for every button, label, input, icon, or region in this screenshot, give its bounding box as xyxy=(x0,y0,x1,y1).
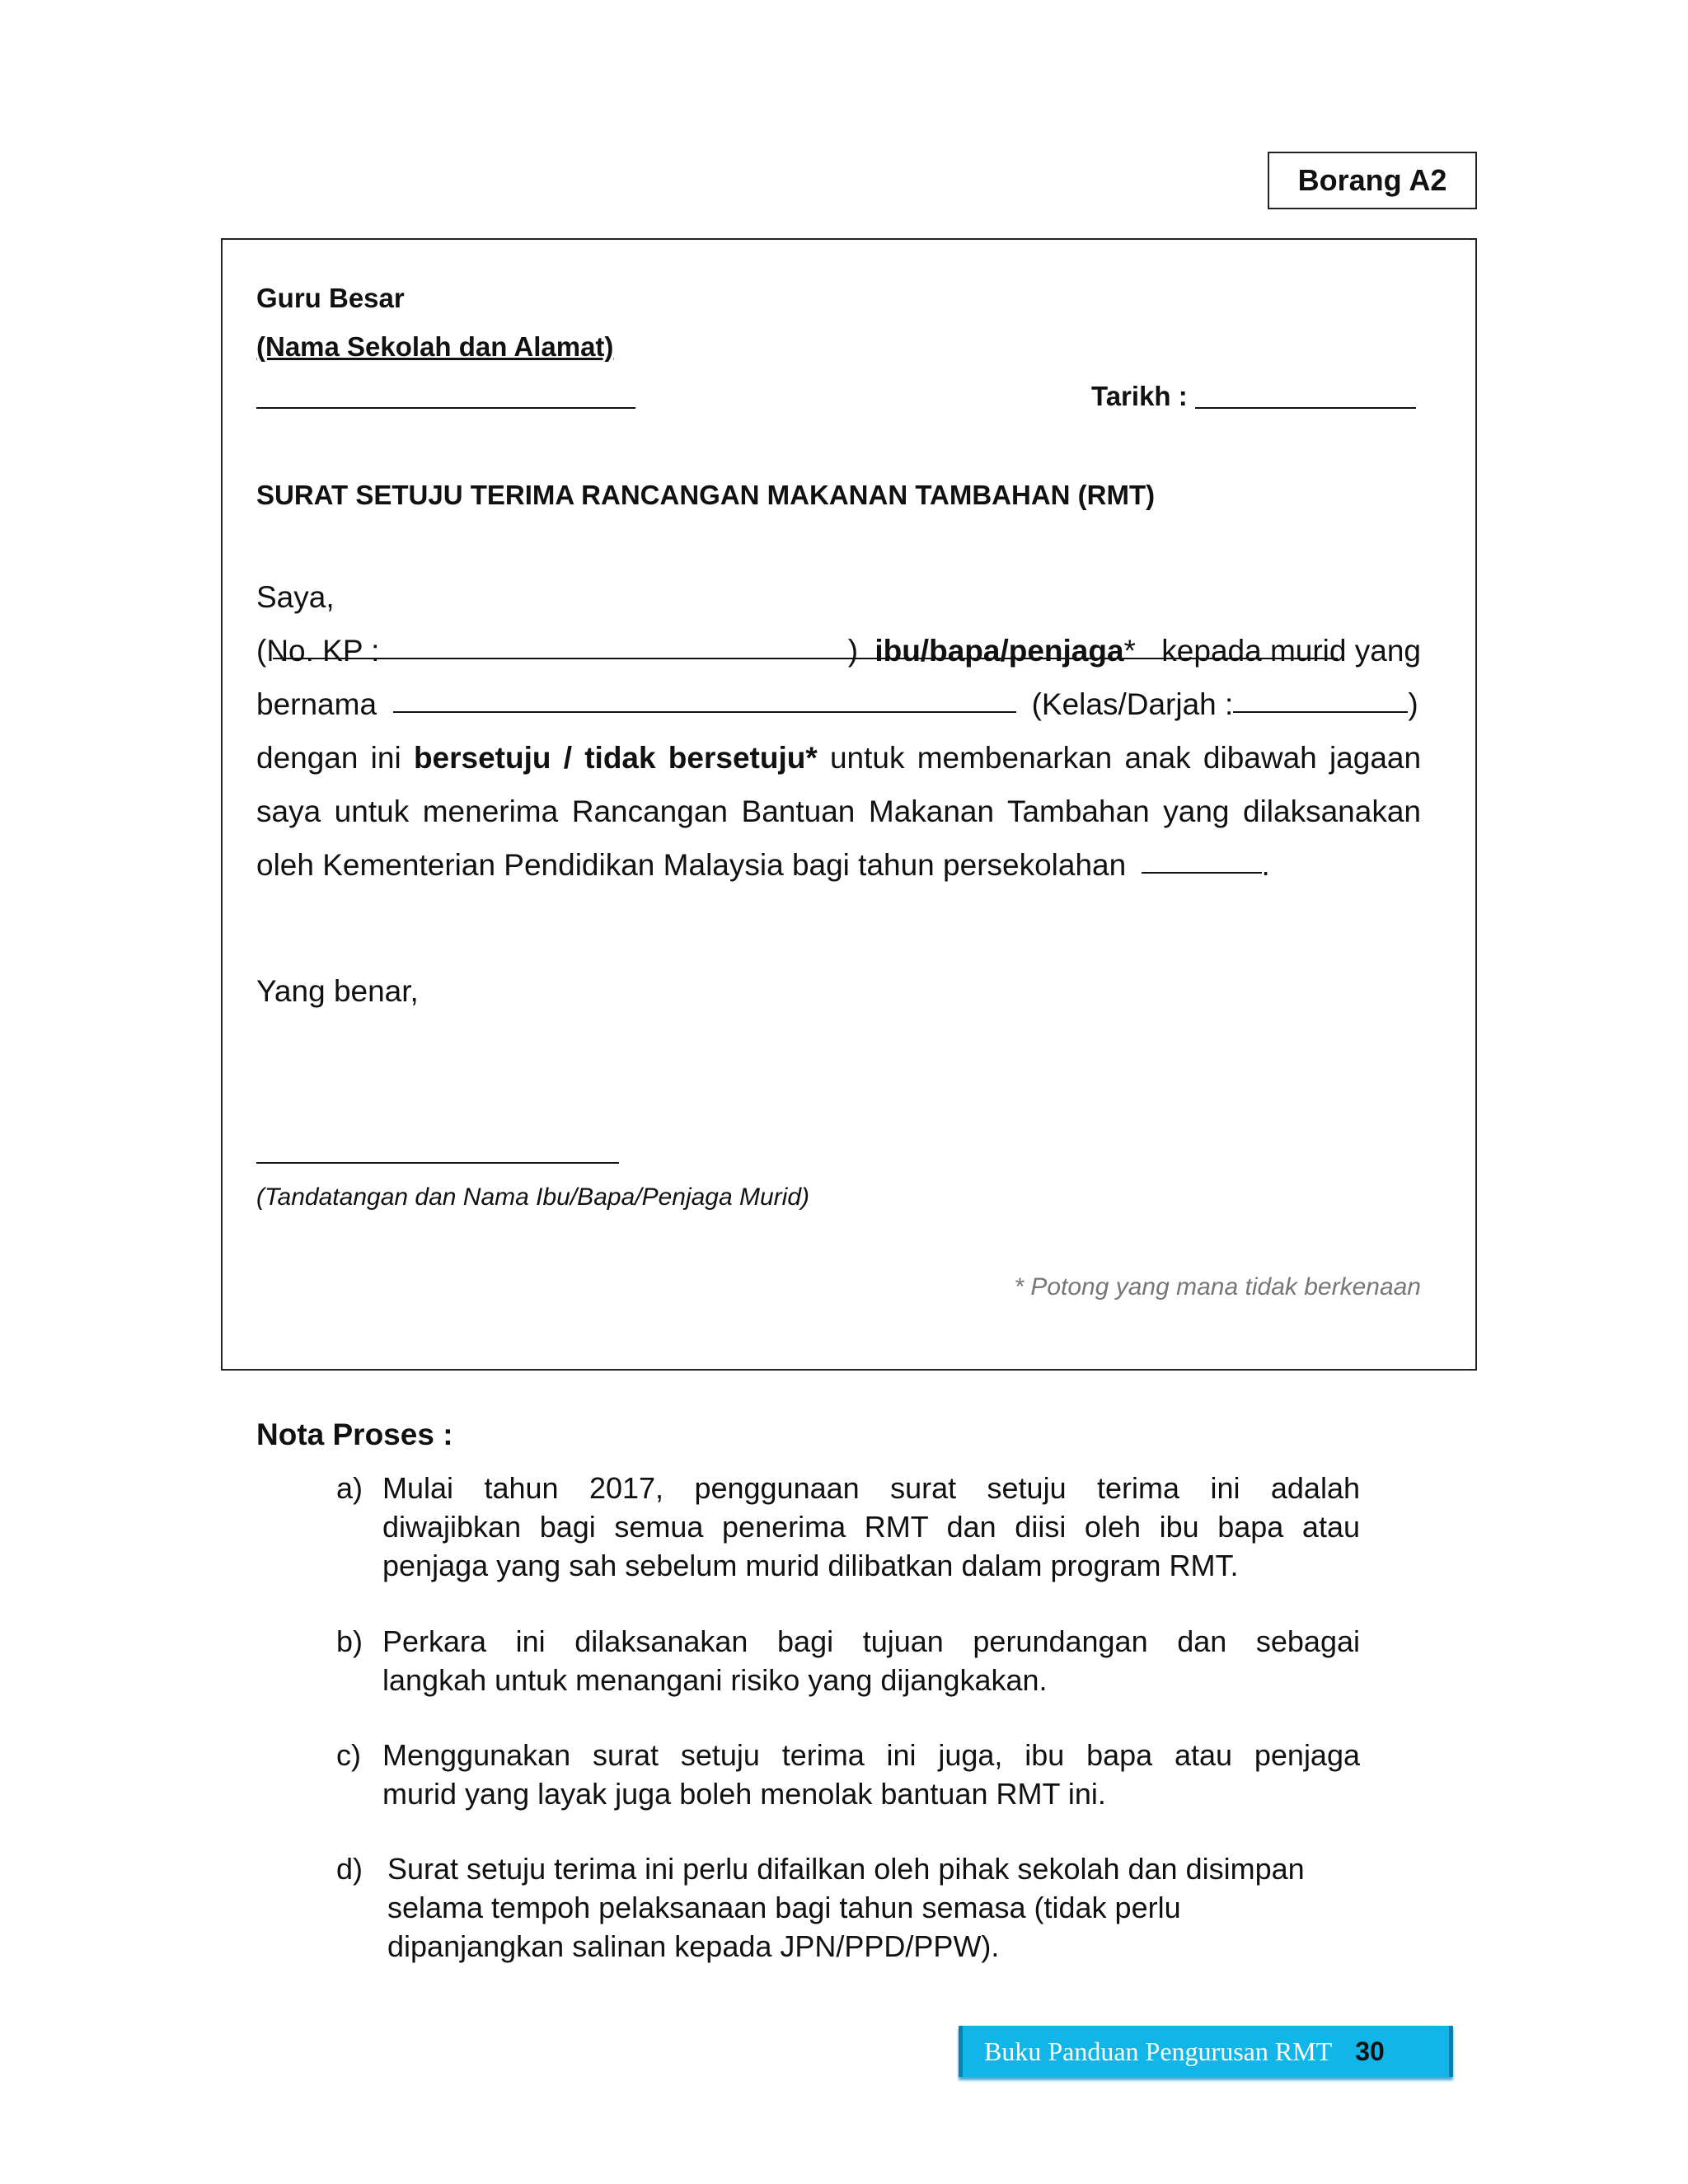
saya-label: Saya, xyxy=(256,580,335,614)
note-line: selama tempoh pelaksanaan bagi tahun semasa (tidak perlu xyxy=(387,1891,1181,1924)
consent-slash: / xyxy=(563,741,572,775)
note-line: penjaga yang sah sebelum murid dilibatkan dalam program RMT. xyxy=(382,1549,1239,1582)
consent-agree: bersetuju xyxy=(413,741,551,775)
note-item-a xyxy=(336,1469,1360,1592)
signature-line[interactable] xyxy=(256,1162,619,1164)
form-code-badge: Borang A2 xyxy=(1268,152,1477,209)
bernama-label: bernama xyxy=(256,687,377,721)
note-line: Surat setuju terima ini perlu difailkan oleh pihak sekolah dan disimpan xyxy=(387,1852,1305,1886)
body-line-no-kp xyxy=(256,624,1421,677)
letter-title: SURAT SETUJU TERIMA RANCANGAN MAKANAN TAMBAHAN (RMT) xyxy=(256,480,1156,510)
date-label: Tarikh : xyxy=(1091,381,1188,411)
page-number: 30 xyxy=(1355,2036,1385,2066)
note-line: dipanjangkan salinan kepada JPN/PPD/PPW). xyxy=(387,1929,1000,1963)
note-line: diwajibkan bagi semua penerima RMT dan diisi oleh ibu bapa atau xyxy=(382,1510,1360,1544)
kelas-close: ) xyxy=(1408,687,1418,721)
consent-disagree: tidak bersetuju* xyxy=(584,741,818,775)
footnote: * Potong yang mana tidak berkenaan xyxy=(1014,1273,1421,1301)
body-line-bernama xyxy=(256,677,1421,731)
kelas-field[interactable] xyxy=(1233,710,1408,713)
closing-text: Yang benar, xyxy=(256,974,419,1008)
notes-title: Nota Proses : xyxy=(256,1418,453,1451)
note-item-d xyxy=(336,1849,1360,1973)
relation-star: * xyxy=(1123,634,1136,668)
student-name-field[interactable] xyxy=(393,710,1016,713)
note-item-b xyxy=(336,1622,1360,1704)
note-line: Mulai tahun 2017, penggunaan surat setuju terima ini adalah xyxy=(382,1471,1360,1505)
no-kp-label: (No. KP : xyxy=(256,634,380,668)
note-label: b) xyxy=(336,1624,363,1658)
note-label: d) xyxy=(336,1852,363,1886)
no-kp-close: ) xyxy=(847,634,859,668)
date-field[interactable] xyxy=(1195,407,1416,409)
note-label: a) xyxy=(336,1471,363,1505)
note-line: Perkara ini dilaksanakan bagi tujuan perundangan dan sebagai xyxy=(382,1624,1360,1658)
line6-end: . xyxy=(1261,848,1270,882)
note-line: langkah untuk menangani risiko yang dijangkakan. xyxy=(382,1663,1048,1697)
consent-post: untuk membenarkan anak dibawah jagaan xyxy=(829,741,1422,775)
recipient-title: Guru Besar xyxy=(256,283,405,313)
footer-banner xyxy=(959,2026,1453,2077)
note-line: murid yang layak juga boleh menolak bantuan RMT ini. xyxy=(382,1777,1106,1811)
recipient-school: (Nama Sekolah dan Alamat) xyxy=(256,331,614,362)
note-line: Menggunakan surat setuju terima ini juga, ibu bapa atau penjaga xyxy=(382,1738,1360,1772)
kepada-text: kepada murid yang xyxy=(1161,634,1421,668)
body-line-6 xyxy=(256,838,1421,892)
consent-pre: dengan ini xyxy=(256,741,401,775)
school-address-line[interactable] xyxy=(256,407,635,409)
note-item-c xyxy=(336,1736,1360,1818)
footer-title: Buku Panduan Pengurusan RMT xyxy=(984,2036,1333,2066)
note-label: c) xyxy=(336,1738,361,1772)
body-line-5: saya untuk menerima Rancangan Bantuan Makanan Tambahan yang dilaksanakan xyxy=(256,794,1421,828)
signature-caption: (Tandatangan dan Nama Ibu/Bapa/Penjaga Murid) xyxy=(256,1183,810,1211)
no-kp-field[interactable] xyxy=(400,657,848,659)
school-year-field[interactable] xyxy=(1142,871,1262,874)
line6-text: oleh Kementerian Pendidikan Malaysia bagi tahun persekolahan xyxy=(256,848,1127,882)
kelas-label: (Kelas/Darjah : xyxy=(1031,687,1234,721)
body-line-consent xyxy=(256,731,1421,785)
relation-options: ibu/bapa/penjaga xyxy=(874,634,1124,668)
